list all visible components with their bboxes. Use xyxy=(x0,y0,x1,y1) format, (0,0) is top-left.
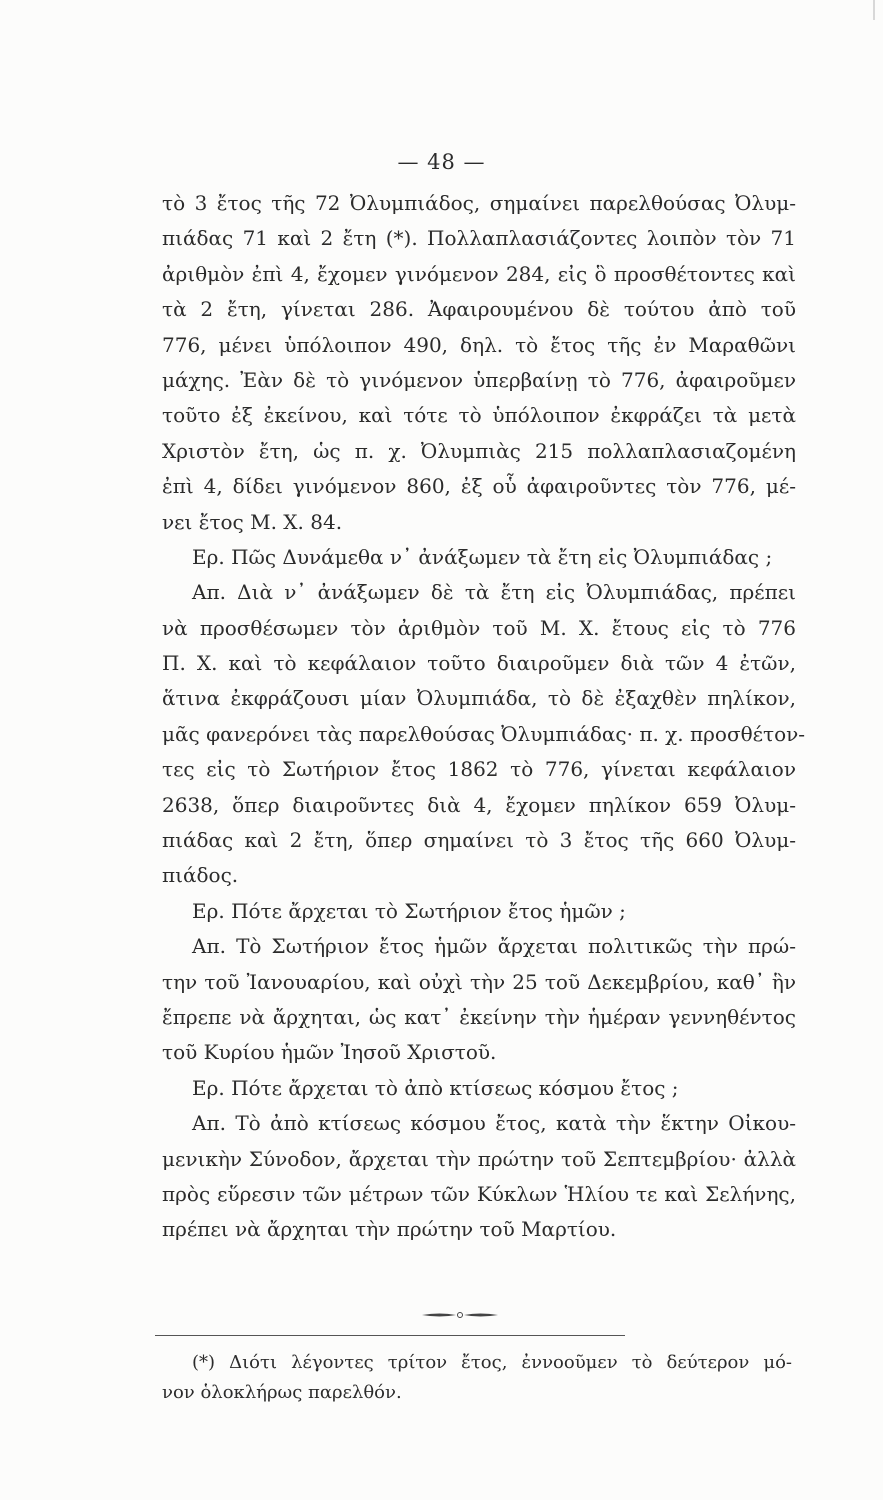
footnote-line: (*) Διότι λέγοντες τρίτον ἔτος, ἐννοοῦμεν τὸ δεύτερον μό- xyxy=(192,1352,792,1373)
question-1: Ερ. Πῶς Δυνάμεθα ν᾿ ἀνάξωμεν τὰ ἔτη εἰς Ὀλυμπιάδας ; xyxy=(192,544,773,569)
page-edge-mark xyxy=(873,0,875,20)
main-text xyxy=(162,186,806,1248)
section-ornament xyxy=(420,1310,500,1320)
answer-1-line: πιάδος. xyxy=(162,863,239,888)
text-line: ἀριθμὸν ἐπὶ 4, ἔχομεν γινόμενον 284, εἰς ὃ προσθέτοντες καὶ xyxy=(162,261,796,286)
text-line: Χριστὸν ἔτη, ὡς π. χ. Ὀλυμπιὰς 215 πολλαπλασιαζομένη xyxy=(162,438,796,463)
text-line: τοῦτο ἐξ ἐκείνου, καὶ τότε τὸ ὑπόλοιπον ἐκφράζει τὰ μετὰ xyxy=(162,403,796,428)
answer-3-line: πρέπει νὰ ἄρχηται τὴν πρώτην τοῦ Μαρτίου. xyxy=(162,1217,617,1242)
answer-3-line: μενικὴν Σύνοδον, ἄρχεται τὴν πρώτην τοῦ Σεπτεμβρίου· ἀλλὰ xyxy=(162,1146,796,1171)
text-line: τὸ 3 ἔτος τῆς 72 Ὀλυμπιάδος, σημαίνει παρελθούσας Ὀλυμ- xyxy=(162,191,796,215)
answer-2-line: ἔπρεπε νὰ ἄρχηται, ὡς κατ᾿ ἐκείνην τὴν ἡμέραν γεννηθέντος xyxy=(162,1004,796,1029)
page-number: — 48 — xyxy=(397,150,486,174)
text-line: ἐπὶ 4, δίδει γινόμενον 860, ἐξ οὗ ἀφαιροῦντες τὸν 776, μέ- xyxy=(162,474,796,499)
answer-1-line: Π. Χ. καὶ τὸ κεφάλαιον τοῦτο διαιροῦμεν διὰ τῶν 4 ἐτῶν, xyxy=(162,651,796,676)
text-line: νει ἔτος Μ. Χ. 84. xyxy=(162,509,343,534)
answer-1-line: μᾶς φανερόνει τὰς παρελθούσας Ὀλυμπιάδας· π. χ. προσθέτον- xyxy=(162,721,806,746)
text-line: πιάδας 71 καὶ 2 ἔτη (*). Πολλαπλασιάζοντες λοιπὸν τὸν 71 xyxy=(162,226,796,251)
answer-1-line: Απ. Διὰ ν᾿ ἀνάξωμεν δὲ τὰ ἔτη εἰς Ὀλυμπιάδας, πρέπει xyxy=(192,580,796,605)
answer-1-line: τες εἰς τὸ Σωτήριον ἔτος 1862 τὸ 776, γίνεται κεφάλαιον xyxy=(162,757,796,782)
text-line: 776, μένει ὑπόλοιπον 490, δηλ. τὸ ἔτος τῆς ἐν Μαραθῶνι xyxy=(162,332,796,357)
answer-2-line: την τοῦ Ἰανουαρίου, καὶ οὐχὶ τὴν 25 τοῦ Δεκεμβρίου, καθ᾿ ἣν xyxy=(162,969,796,994)
footnote-divider xyxy=(155,1335,625,1336)
question-3: Ερ. Πότε ἄρχεται τὸ ἀπὸ κτίσεως κόσμου ἔτος ; xyxy=(192,1075,679,1100)
answer-1-line: πιάδας καὶ 2 ἔτη, ὅπερ σημαίνει τὸ 3 ἔτος τῆς 660 Ὀλυμ- xyxy=(162,828,796,853)
footnote xyxy=(162,1348,792,1408)
question-2: Ερ. Πότε ἄρχεται τὸ Σωτήριον ἔτος ἡμῶν ; xyxy=(192,898,626,923)
answer-1-line: ἅτινα ἐκφράζουσι μίαν Ὀλυμπιάδα, τὸ δὲ ἐξαχθὲν πηλίκον, xyxy=(162,686,796,711)
answer-3-line: πρὸς εὕρεσιν τῶν μέτρων τῶν Κύκλων Ἡλίου τε καὶ Σελήνης, xyxy=(162,1181,796,1206)
answer-1-line: 2638, ὅπερ διαιροῦντες διὰ 4, ἔχομεν πηλίκον 659 Ὀλυμ- xyxy=(162,792,796,817)
answer-2-line: τοῦ Κυρίου ἡμῶν Ἰησοῦ Χριστοῦ. xyxy=(162,1040,497,1065)
text-line: μάχης. Ἐὰν δὲ τὸ γινόμενον ὑπερβαίνῃ τὸ 776, ἀφαιροῦμεν xyxy=(162,367,796,392)
answer-3-line: Απ. Τὸ ἀπὸ κτίσεως κόσμου ἔτος, κατὰ τὴν ἕκτην Οἰκου- xyxy=(192,1111,796,1136)
answer-1-line: νὰ προσθέσωμεν τὸν ἀριθμὸν τοῦ Μ. Χ. ἔτους εἰς τὸ 776 xyxy=(162,615,796,640)
text-line: τὰ 2 ἔτη, γίνεται 286. Ἀφαιρουμένου δὲ τούτου ἀπὸ τοῦ xyxy=(162,297,796,322)
footnote-line: νον ὁλοκλήρως παρελθόν. xyxy=(162,1382,402,1403)
answer-2-line: Απ. Τὸ Σωτήριον ἔτος ἡμῶν ἄρχεται πολιτικῶς τὴν πρώ- xyxy=(192,934,796,959)
